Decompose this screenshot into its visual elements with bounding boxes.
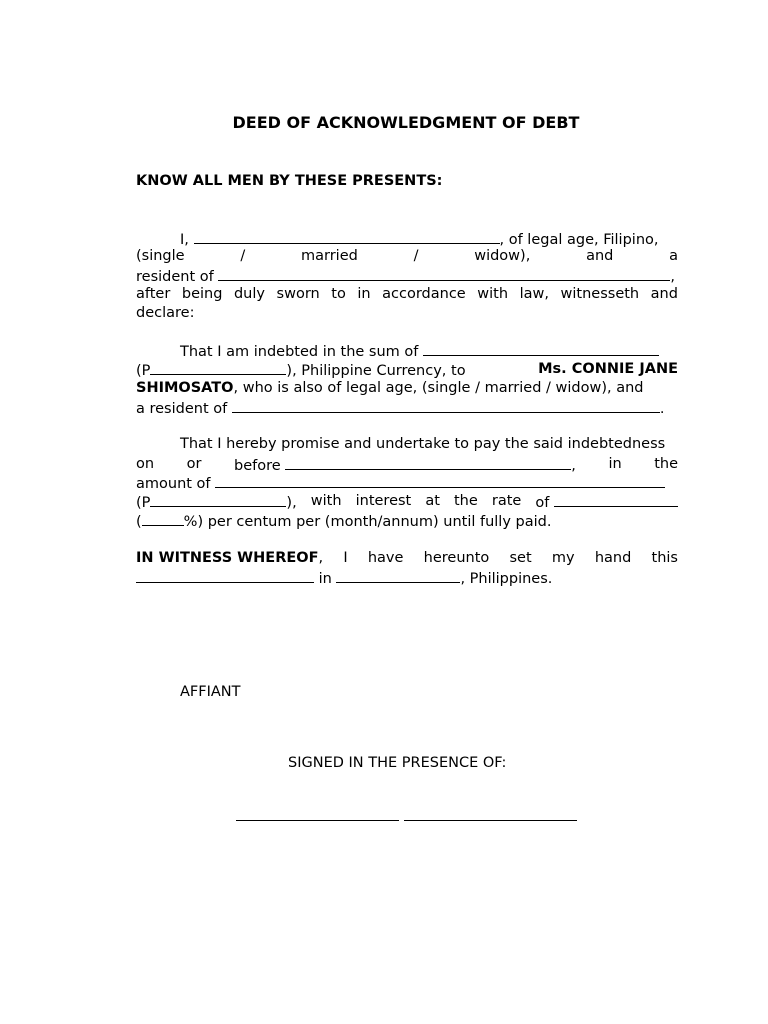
p4-line-1: IN WITNESS WHEREOF, I have hereunto set my hand this — [136, 550, 678, 566]
place-blank — [336, 568, 460, 583]
p2-line-3: SHIMOSATO, who is also of legal age, (single / married / widow), and — [136, 380, 644, 396]
percent-blank — [142, 511, 184, 526]
p4-line-2: in , Philippines. — [136, 568, 678, 589]
p3-line-3: amount of — [136, 473, 678, 494]
sum-amount-blank — [150, 360, 286, 375]
p2-line-2: (P ), Philippine Currency, to Ms. CONNIE JANE — [136, 361, 678, 379]
p3-line-1: That I hereby promise and undertake to pay the said indebtedness — [180, 436, 666, 452]
affiant-label: AFFIANT — [180, 684, 241, 700]
creditor-residence-blank — [232, 398, 660, 413]
due-date-blank — [285, 455, 571, 470]
sum-words-blank — [423, 341, 659, 356]
p1-line-1: I, , of legal age, Filipino, — [136, 229, 678, 250]
amount-words-blank — [215, 473, 665, 488]
residence-blank — [218, 266, 670, 281]
p1-line-2: (single / married / widow), and a — [136, 248, 678, 264]
creditor-name: Ms. CONNIE JANE — [538, 361, 678, 377]
p3-line-4: (P ), with interest at the rate of — [136, 492, 678, 513]
signed-presence-label: SIGNED IN THE PRESENCE OF: — [288, 755, 507, 771]
p2-line-4: a resident of . — [136, 398, 678, 419]
amount-blank — [150, 492, 286, 507]
p1-line-5: declare: — [136, 305, 195, 321]
interest-rate-blank — [554, 492, 678, 507]
p2-line-1: That I am indebted in the sum of — [136, 341, 678, 362]
witness-signature-line-1 — [236, 820, 399, 821]
opening-line: KNOW ALL MEN BY THESE PRESENTS: — [136, 173, 443, 189]
witness-signature-line-2 — [404, 820, 577, 821]
p1-line-4: after being duly sworn to in accordance with law, witnesseth and — [136, 286, 678, 302]
p3-line-5: ( %) per centum per (month/annum) until fully paid. — [136, 511, 678, 532]
document-title: DEED OF ACKNOWLEDGMENT OF DEBT — [232, 113, 580, 132]
p1-line-3: resident of , — [136, 266, 678, 287]
name-blank — [194, 229, 500, 244]
date-blank — [136, 568, 314, 583]
p3-line-2: on or before , in the — [136, 456, 678, 474]
